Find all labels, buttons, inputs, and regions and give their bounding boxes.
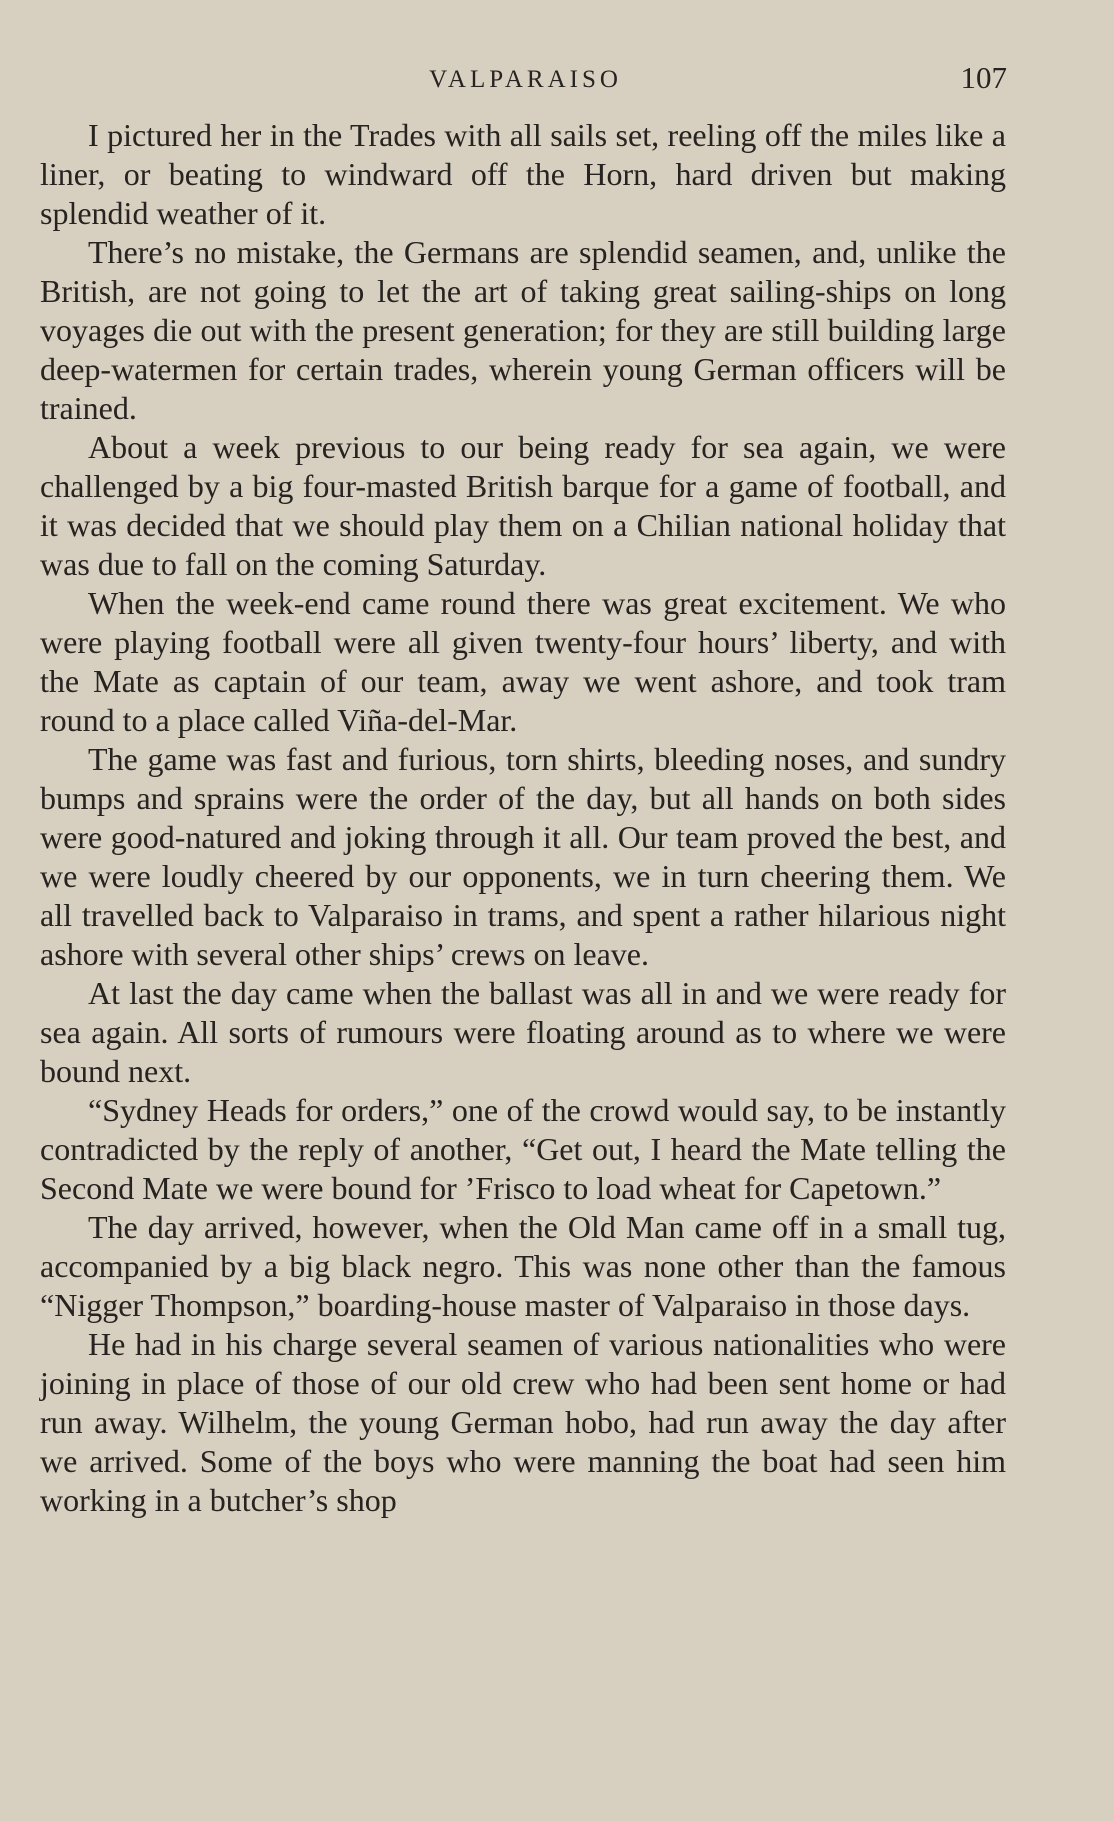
paragraph: “Sydney Heads for orders,” one of the crowd would say, to be instantly contradicted by the reply of another, “Get out, I heard the Mate telling the Second Mate we were bound for ’Frisco to load wheat for Capetown.” <box>40 1092 1006 1206</box>
paragraph: There’s no mistake, the Germans are splendid seamen, and, unlike the British, are not going to let the art of taking great sailing-ships on long voyages die out with the present generation; for they are still building large deep-watermen for certain trades, wherein young German officers will be trained. <box>40 234 1006 426</box>
running-title: VALPARAISO <box>429 66 622 93</box>
paragraph: The game was fast and furious, torn shirts, bleeding noses, and sundry bumps and sprains were the order of the day, but all hands on both sides were good-natured and joking through it all. Our team proved the best, and we were loudly cheered by our opponents, we in turn cheering them. We all travelled back to Valparaiso in trams, and spent a rather hilarious night ashore with several other ships’ crews on leave. <box>40 741 1006 972</box>
paragraph: When the week-end came round there was great excitement. We who were playing football were all given twenty-four hours’ liberty, and with the Mate as captain of our team, away we went ashore, and took tram round to a place called Viña-del-Mar. <box>40 585 1006 738</box>
running-head <box>44 60 1007 100</box>
page-number: 107 <box>960 60 1007 95</box>
paragraph: I pictured her in the Trades with all sails set, reeling off the miles like a liner, or beating to windward off the Horn, hard driven but making splendid weather of it. <box>40 117 1006 231</box>
paragraph: The day arrived, however, when the Old Man came off in a small tug, accompanied by a big black negro. This was none other than the famous “Nigger Thompson,” boarding-house master of Valparaiso in those days. <box>40 1209 1006 1323</box>
paragraph: He had in his charge several seamen of various nationalities who were joining in place of those of our old crew who had been sent home or had run away. Wilhelm, the young German hobo, had run away the day after we arrived. Some of the boys who were manning the boat had seen him working in a butcher’s shop <box>40 1326 1006 1518</box>
paragraph: About a week previous to our being ready for sea again, we were challenged by a big four-masted British barque for a game of football, and it was decided that we should play them on a Chilian national holiday that was due to fall on the coming Saturday. <box>40 429 1006 582</box>
body-text <box>40 116 1006 1520</box>
paragraph: At last the day came when the ballast was all in and we were ready for sea again. All sorts of rumours were floating around as to where we were bound next. <box>40 975 1006 1089</box>
